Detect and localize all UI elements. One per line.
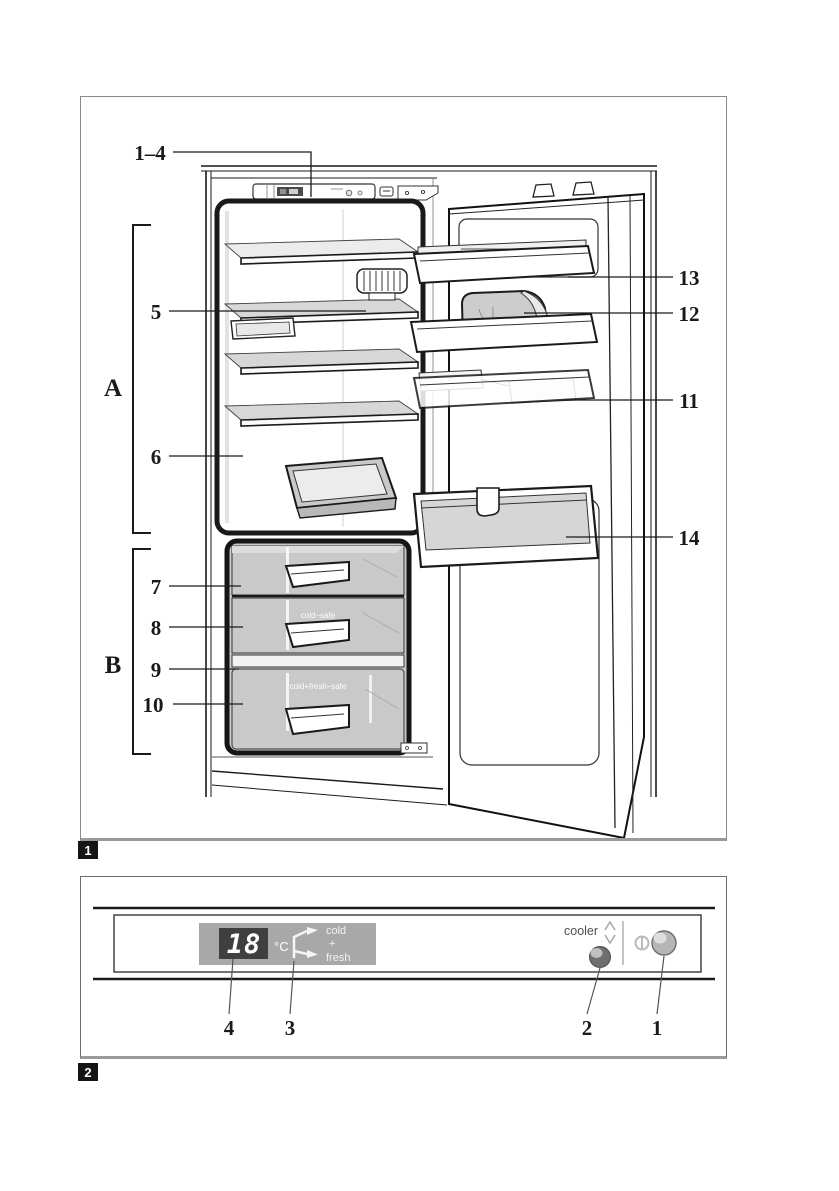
mini-knob-icon	[346, 190, 352, 196]
drawer-label: cold+fresh–safe	[289, 682, 347, 691]
figure-1-number: 1	[84, 842, 92, 858]
section-a-bracket	[104, 225, 151, 533]
label-plus: +	[329, 938, 336, 950]
drawer-middle	[232, 598, 404, 653]
small-tray	[231, 318, 295, 339]
label-cold: cold	[326, 925, 347, 937]
vegetable-tray	[286, 458, 396, 518]
figure-1-panel	[80, 96, 727, 841]
svg-text:8: 8	[150, 616, 162, 640]
figure-2-number: 2	[84, 1064, 92, 1080]
callout-4: 4	[223, 1016, 235, 1040]
fridge-diagram	[81, 97, 726, 838]
control-panel-strip	[253, 184, 438, 200]
svg-text:10: 10	[142, 693, 164, 717]
label-fresh: fresh	[326, 952, 351, 964]
svg-text:9: 9	[150, 658, 162, 682]
drawer-label: cold–safe	[300, 611, 336, 620]
section-b-label: B	[104, 652, 122, 679]
callout-1: 1	[651, 1016, 663, 1040]
figure-2-panel	[80, 876, 727, 1059]
door-tab	[533, 184, 554, 197]
svg-text:6: 6	[150, 445, 162, 469]
callout-label-1-4: 1–4	[134, 141, 166, 165]
svg-text:14: 14	[678, 526, 700, 550]
section-b-bracket	[105, 549, 151, 754]
svg-text:7: 7	[150, 575, 162, 599]
callout-2: 2	[581, 1016, 593, 1040]
figure-2-marker	[78, 1063, 98, 1081]
cooler-label: cooler	[564, 924, 599, 938]
drawer-shelf-plate	[232, 655, 404, 667]
figure-1-marker	[78, 841, 98, 859]
temperature-value: 18	[226, 929, 262, 960]
bottom-hinge	[401, 743, 427, 753]
svg-text:5: 5	[150, 300, 162, 324]
door-bin-lower	[414, 486, 598, 567]
temperature-unit: °C	[274, 939, 289, 954]
temperature-display-cluster	[199, 923, 376, 965]
bin-handle-notch	[477, 488, 499, 516]
svg-text:11: 11	[679, 389, 699, 413]
freezer-drawers	[227, 541, 427, 753]
drawer-top	[232, 546, 404, 595]
svg-text:12: 12	[678, 302, 700, 326]
control-panel-diagram	[81, 877, 726, 1056]
door-tab	[573, 182, 594, 195]
callout-3: 3	[284, 1016, 296, 1040]
section-a-label: A	[103, 375, 123, 402]
svg-text:13: 13	[678, 266, 700, 290]
hinge-plate	[398, 186, 438, 200]
drawer-bottom	[232, 669, 404, 749]
